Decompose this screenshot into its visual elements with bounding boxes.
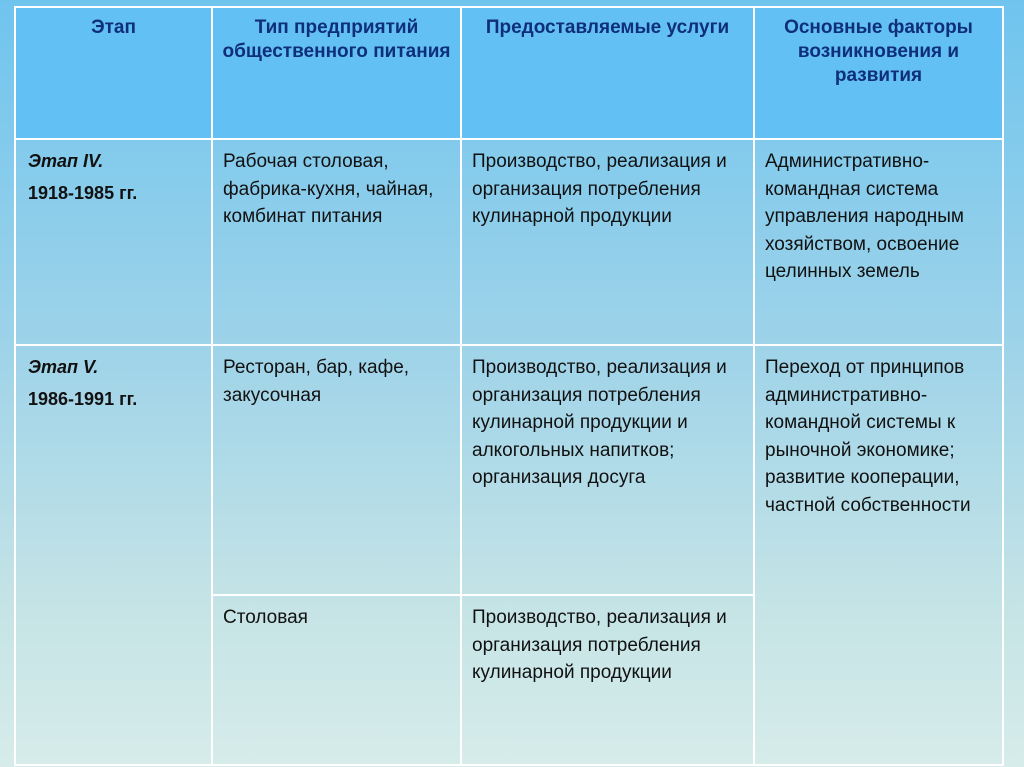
services-cell: Производство, реализация и организация потребления кулинарной продукции xyxy=(461,595,754,765)
enterprise-type-cell: Столовая xyxy=(212,595,461,765)
header-stage: Этап xyxy=(15,7,212,139)
stage-cell xyxy=(15,345,212,765)
table-row xyxy=(15,345,1003,595)
stage-years: 1918-1985 гг. xyxy=(28,183,138,203)
enterprise-type-cell: Ресторан, бар, кафе, закусочная xyxy=(212,345,461,595)
factors-cell: Переход от принципов административно-командной системы к рыночной экономике; развитие кооперации, частной собственности xyxy=(754,345,1003,765)
table-frame xyxy=(14,6,1002,758)
stage-years: 1986-1991 гг. xyxy=(28,389,138,409)
table-row xyxy=(15,139,1003,345)
stage-name: Этап IV. xyxy=(28,151,104,171)
header-factors: Основные факторы возникновения и развития xyxy=(754,7,1003,139)
header-services: Предоставляемые услуги xyxy=(461,7,754,139)
services-cell: Производство, реализация и организация потребления кулинарной продукции xyxy=(461,139,754,345)
header-enterprise-type: Тип предприятий общественного питания xyxy=(212,7,461,139)
enterprise-type-cell: Рабочая столовая, фабрика-кухня, чайная, комбинат питания xyxy=(212,139,461,345)
stage-name: Этап V. xyxy=(28,357,99,377)
services-cell: Производство, реализация и организация потребления кулинарной продукции и алкогольных напитков; организация досуга xyxy=(461,345,754,595)
factors-cell: Административно-командная система управления народным хозяйством, освоение целинных земель xyxy=(754,139,1003,345)
table-header-row xyxy=(15,7,1003,139)
catering-history-table xyxy=(14,6,1004,766)
stage-cell xyxy=(15,139,212,345)
